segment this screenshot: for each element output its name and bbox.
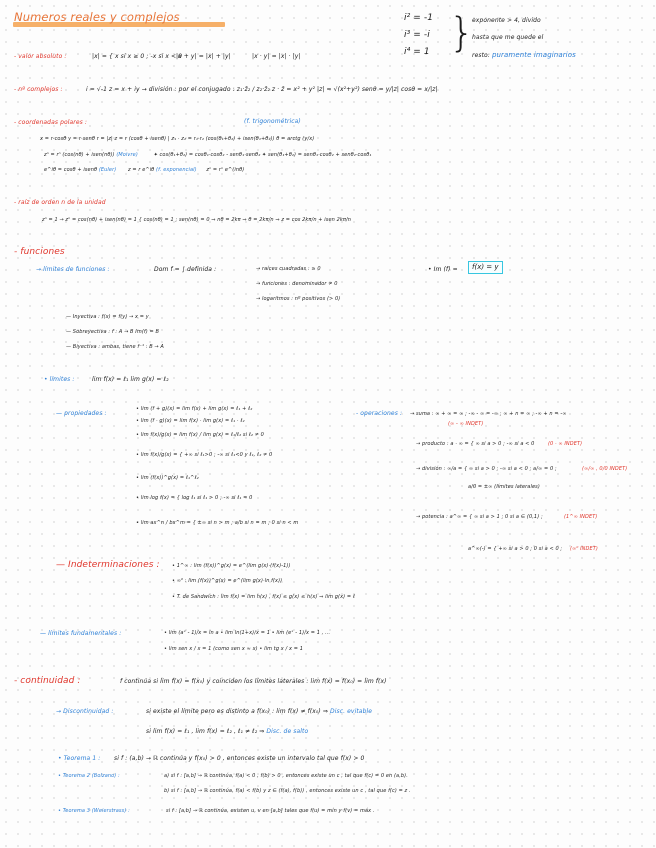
- power-i2: i² = -1: [404, 13, 434, 23]
- polar-line-2: [44, 152, 372, 158]
- complex-text: i = √-1 z = x + iy → división : por el conjugado : z₁·z̄₂ / z₂·z̄₂ z · z̄ = x² + y² |z| = √(x²+y²) senθ = y/|z| cosθ = x/|z|: [86, 86, 438, 93]
- fundamentals-label: — límites fundamentales :: [40, 630, 122, 637]
- exp-form-tag: (f. exponencial): [156, 167, 197, 173]
- ops-sum-note: (∞ - ∞ INDET): [448, 421, 484, 427]
- continuity-label: - continuidad :: [14, 676, 81, 686]
- polar-line-3: [44, 167, 244, 173]
- dom-rule-functions: → funciones : denominador ≠ 0: [256, 281, 338, 287]
- ops-div: → división : ∞/a = { ∞ si a > 0 ; -∞ si a < 0 ; a/∞ = 0 ;: [416, 466, 557, 472]
- props-label: — propiedades :: [56, 410, 107, 417]
- polar-tag: (f. trigonométrica): [244, 118, 301, 125]
- theorem-1-label: • Teorema 1 :: [58, 755, 101, 762]
- dom-text: Dom f = ∫ definida :: [154, 266, 217, 273]
- powers-note-3: [472, 51, 576, 60]
- prop-log: • lim log f(x) = { log ℓ₁ si ℓ₁ > 0 ; -∞ si ℓ₁ = 0: [136, 495, 253, 501]
- bijective-def: — Biyectiva : ambas, tiene f⁻¹ : B → A: [66, 344, 164, 350]
- ops-sum: → suma : ∞ + ∞ = ∞ ; -∞ - ∞ = -∞ ; ∞ + n = ∞ ; -∞ + n = -∞: [410, 411, 567, 417]
- prop-poly: • lim ax^n / bx^m = { ±∞ si n > m ; a/b si n = m ; 0 si n < m: [136, 520, 299, 526]
- prop-prod: • lim (f · g)(x) = lim f(x) · lim g(x) = ℓ₁ · ℓ₂: [136, 418, 245, 424]
- ops-pow-2: a^∞(-) = { +∞ si a > 0 ; 0 si a < 0 ;: [468, 546, 563, 552]
- polar-line-1: x = r·cosθ y = r·senθ r = |z| z = r (cosθ + isenθ) | z₁ · z₂ = r₁·r₂ (cos(θ₁+θ₂) + isen(θ₁+θ₂)) θ = arctg (y/x): [40, 136, 315, 142]
- powers-note-3-prefix: resto:: [472, 52, 490, 59]
- powers-note-3-em: puramente imaginarios: [491, 51, 576, 59]
- continuity-text: f continúa si lim f(x) = f(x₀) y coinciden los límites laterales : lim f(x) = f(x₀) = lim f(x): [120, 678, 387, 685]
- discontinuity-text-2: [146, 728, 308, 736]
- discontinuity-label: → Discontinuidad :: [56, 708, 114, 715]
- indet-label: — Indeterminaciones :: [56, 560, 160, 570]
- theorem-2-label: • Teorema 2 (Bolzano) :: [58, 773, 120, 779]
- disc-avoidable-condition: si existe el límite pero es distinto a f(x₀) : lim f(x) ≠ f(x₀) ⇒: [146, 708, 328, 715]
- abs-prop-sum: |x + y| = |x| + |y|: [176, 53, 231, 60]
- polar-label: - coordenadas polares :: [14, 119, 88, 126]
- theorem-3-label: • Teorema 3 (Weierstrass) :: [58, 808, 130, 814]
- brace-icon: }: [449, 10, 475, 56]
- angle-sum-formulas: ✦ cos(θ₁+θ₂) = cosθ₁·cosθ₂ - senθ₁·senθ₂ ✦ sen(θ₁+θ₂) = senθ₁·cosθ₂ + senθ₂·cosθ₁: [153, 152, 372, 158]
- exp-power-formula: zⁿ = rⁿ e^(inθ): [206, 167, 245, 173]
- ops-label: - operaciones :: [356, 410, 403, 417]
- ops-prod-note: (0 · ∞ INDET): [548, 441, 583, 447]
- complex-label: - nº complejos :: [14, 86, 63, 93]
- power-i4: i⁴ = 1: [404, 47, 430, 57]
- powers-note-2: hasta que me quede el: [472, 34, 544, 41]
- disc-avoidable: Disc. evitable: [330, 708, 373, 715]
- moivre-formula: zⁿ = rⁿ (cos(nθ) + isen(nθ)): [44, 152, 115, 158]
- disc-jump: Disc. de salto: [266, 728, 309, 735]
- image-boxed-formula: f(x) = y: [468, 261, 503, 274]
- powers-note-1: exponente > 4, divido: [472, 17, 541, 24]
- ops-pow: → potencia : a^∞ = { ∞ si a > 1 ; 0 si a ∈ (0,1) ;: [416, 514, 543, 520]
- functions-label: - funciones: [14, 247, 65, 257]
- limits-text: lim f(x) = ℓ₁ lim g(x) = ℓ₂: [92, 376, 169, 383]
- ops-div-2: a/0 = ±∞ (límites laterales): [468, 484, 540, 490]
- fundamentals-line-1: • lim (aˣ - 1)/x = ln a • lim ln(1+x)/x = 1 • lim (eˣ - 1)/x = 1 , …: [164, 630, 331, 636]
- theorem-1-text: si f : (a,b) → ℝ continúa y f(x₀) > 0 , entonces existe un intervalo tal que f(x) > 0: [114, 755, 365, 762]
- dom-rule-logs: → logaritmos : nº positivos (> 0): [256, 296, 341, 302]
- ops-pow-note: (1^∞ INDET): [564, 514, 598, 520]
- surjective-def: — Sobreyectiva : f : A → B Im(f) = B: [66, 329, 159, 335]
- sandwich-theorem: • T. de Sandwich : lim f(x) = lim h(x) , f(x) ≤ g(x) ≤ h(x) ⇒ lim g(x) = ℓ: [172, 594, 356, 600]
- ops-div-note: (∞/∞ , 0/0 INDET): [582, 466, 628, 472]
- indet-inf-0: • ∞⁰ : lim (f(x))^g(x) = e^(lim g(x)·ln f(x)): [172, 578, 283, 584]
- abs-prop-prod: |x · y| = |x| · |y|: [252, 53, 301, 60]
- moivre-tag: (Moivre): [116, 152, 138, 158]
- theorem-2-a: a) si f : [a,b] → ℝ continúa, f(a) < 0 , f(b) > 0 , entonces existe un c , tal que f(c) = 0 en (a,b).: [164, 773, 408, 779]
- limits-label: • límites :: [44, 376, 75, 383]
- abs-label: - valor absoluto :: [14, 53, 67, 60]
- abs-def: |x| = { x si x ≥ 0 ; -x si x < 0: [92, 53, 183, 60]
- exp-form-formula: z = r e^iθ: [127, 167, 155, 173]
- prop-pow: • lim (f(x))^g(x) = ℓ₁^ℓ₂: [136, 475, 199, 481]
- disc-jump-condition: si lim f(x) = ℓ₁ , lim f(x) = ℓ₂ , ℓ₁ ≠ ℓ₂ ⇒: [146, 728, 265, 735]
- page-title: Numeros reales y complejos: [14, 10, 180, 24]
- image-text: • Im (f) =: [428, 266, 458, 273]
- prop-sum: • lim (f + g)(x) = lim f(x) + lim g(x) = ℓ₁ + ℓ₂: [136, 406, 253, 412]
- prop-quot-inf: • lim f(x)/g(x) = { +∞ si ℓ₁>0 ; -∞ si ℓ₁<0 y ℓ₁, ℓ₂ ≠ 0: [136, 452, 273, 458]
- discontinuity-text-1: [146, 708, 372, 716]
- power-i3: i³ = -i: [404, 30, 430, 40]
- dom-rule-roots: → raíces cuadradas : ≥ 0: [256, 266, 321, 272]
- euler-formula: e^iθ = cosθ + isenθ: [44, 167, 98, 173]
- limits-of-functions-label: → límites de funciones :: [36, 266, 110, 273]
- indet-1-inf: • 1^∞ : lim (f(x))^g(x) = e^(lim g(x)·(f(x)-1)): [172, 563, 291, 569]
- ops-pow-2-note: (∞⁰ INDET): [570, 546, 598, 552]
- injective-def: — Inyectiva : f(x) = f(y) → x = y: [66, 314, 149, 320]
- fundamentals-line-2: • lim sen x / x = 1 (como sen x ≈ x) • lim tg x / x = 1: [164, 646, 304, 652]
- theorem-3-text: si f : [a,b] → ℝ continúa, existen u, v en [a,b] tales que f(u) = mín y f(v) = máx .: [166, 808, 375, 814]
- roots-text: zⁿ = 1 → zⁿ = cos(nθ) + isen(nθ) = 1 { cos(nθ) = 1 ; sen(nθ) = 0 ⇒ nθ = 2kπ ⇒ θ = 2kπ/n ⇒ z = cos 2kπ/n + isen 2kπ/n: [42, 217, 352, 223]
- theorem-2-b: b) si f : [a,b] → ℝ continúa, f(a) < f(b) y z ∈ (f(a), f(b)) , entonces existe un c , tal que f(c) = z .: [164, 788, 411, 794]
- ops-prod: → producto : a · ∞ = { ∞ si a > 0 ; -∞ si a < 0: [416, 441, 535, 447]
- roots-label: - raíz de orden n de la unidad: [14, 199, 106, 206]
- euler-tag: (Euler): [98, 167, 117, 173]
- prop-quot: • lim f(x)/g(x) = lim f(x) / lim g(x) = ℓ₁/ℓ₂ si ℓ₂ ≠ 0: [136, 432, 264, 438]
